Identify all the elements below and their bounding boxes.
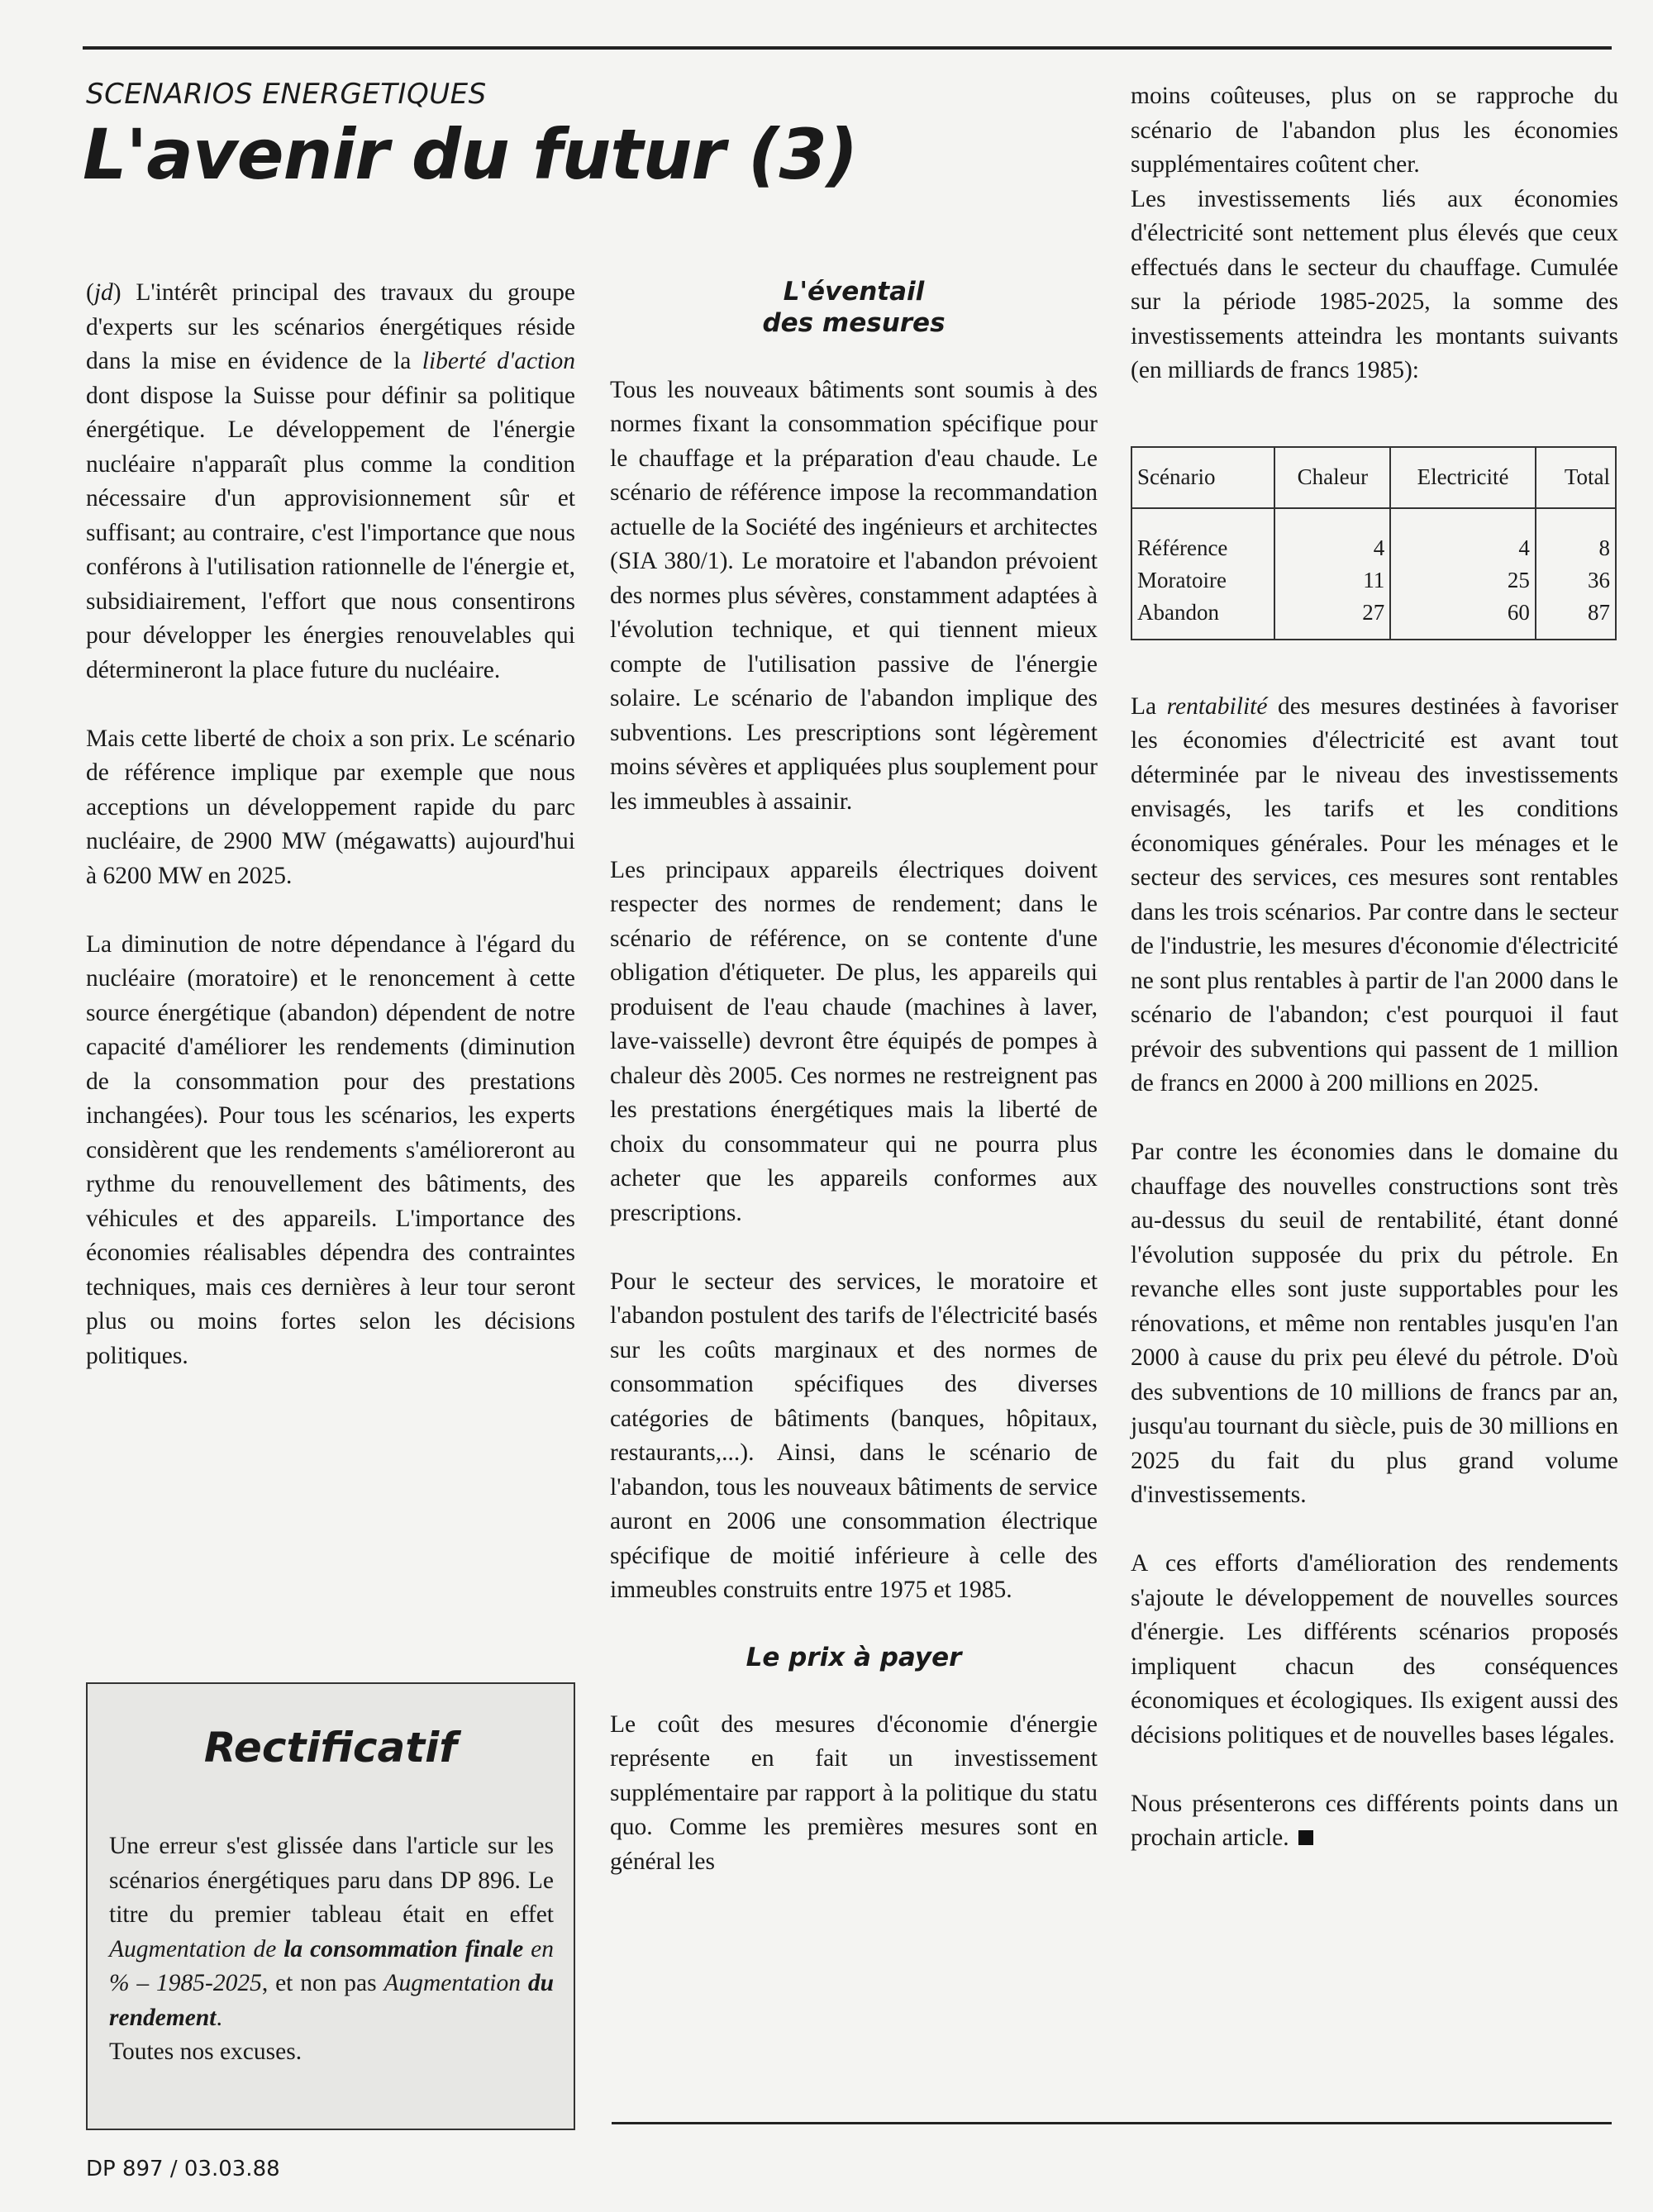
- rectificatif-title: Rectificatif: [203, 1724, 458, 1772]
- table-cell: 27: [1274, 597, 1390, 640]
- paragraph: Le coût des mesures d'économie d'énergie représente en fait un investissement supplémentaire par rapport à la politique du statu quo. Comme les premières mesures sont en général les: [610, 1710, 1098, 1875]
- table-header: Electricité: [1390, 447, 1536, 508]
- paragraph: La diminution de notre dépendance à l'égard du nucléaire (moratoire) et le renoncement à cette source énergétique (abandon) dépendent de notre capacité d'améliorer les rendements (diminution de la consommation pour des prestations inchangées). Pour tous les scénarios, les experts considèrent que les rendements s'amélioreront au rythme du renouvellement des bâtiments, des véhicules et des appareils. L'importance des économies réalisables dépendra des contraintes techniques, mais ces dernières à leur tour seront plus ou moins fortes selon les décisions politiques.: [86, 930, 575, 1369]
- issue-footer: DP 897 / 03.03.88: [86, 2157, 280, 2181]
- table-cell: Abandon: [1131, 597, 1274, 640]
- rectificatif-closing: Toutes nos excuses.: [109, 2038, 302, 2065]
- bottom-rule: [612, 2122, 1612, 2124]
- subheading-price: Le prix à payer: [746, 1643, 962, 1672]
- paragraph: Tous les nouveaux bâtiments sont soumis à des normes fixant la consommation spécifique pour le chauffage et la préparation d'eau chaude. Le scénario de référence impose la recommandation actuelle de la Société des ingénieurs et architectes (SIA 380/1). Le moratoire et l'abandon prévoient des normes plus sévères, constamment adaptées à l'évolution technique, et qui tiennent mieux compte de l'utilisation passive de l'énergie solaire. Le scénario de l'abandon implique des subventions. Les prescriptions sont légèrement moins sévères et appliquées plus souplement pour les immeubles à assainir.: [610, 376, 1098, 815]
- top-rule: [83, 46, 1612, 50]
- table-cell: 8: [1536, 508, 1616, 564]
- investment-table: [1131, 446, 1617, 640]
- column-2: [610, 276, 1098, 1879]
- article-title: L'avenir du futur (3): [83, 114, 858, 195]
- paragraph: Les principaux appareils électriques doivent respecter des normes de rendement; dans le scénario de référence, on se contente d'une obligation d'étiqueter. De plus, les appareils qui produisent de l'eau chaude (machines à laver, lave-vaisselle) devront être équipés de pompes à chaleur dès 2005. Ces normes ne restreignent pas les prestations énergétiques mais la liberté de choix du consommateur qui ne pourra plus acheter que les appareils conformes aux prescriptions.: [610, 856, 1098, 1226]
- table-row: [1131, 508, 1616, 564]
- rectificatif-text: Une erreur s'est glissée dans l'article sur les scénarios énergétiques paru dans DP 896. Le titre du premier tableau était en effet Augmentation de la consommation finale en % – 1985-2025, et non pas Augmentation du rendement. Toutes nos excuses.: [109, 1833, 554, 2065]
- table-header-row: [1131, 447, 1616, 508]
- table-cell: 87: [1536, 597, 1616, 640]
- paragraph-closing: Nous présenterons ces différents points dans un prochain article.: [1131, 1790, 1618, 1851]
- column-3: [1131, 79, 1618, 1856]
- table-row: [1131, 597, 1616, 640]
- paragraph: Par contre les économies dans le domaine du chauffage des nouvelles constructions sont très au-dessus du seuil de rentabilité, étant donné l'évolution supposée du prix du pétrole. En revanche elles sont juste supportables pour les rénovations, et même non rentables jusqu'en l'an 2000 à cause du prix peu élevé du pétrole. D'où des subventions de 10 millions de francs par an, jusqu'au tournant du siècle, puis de 30 millions en 2025 du fait du plus grand volume d'investissements.: [1131, 1139, 1618, 1508]
- subheading-measures: L'éventail des mesures: [762, 277, 946, 338]
- paragraph: Pour le secteur des services, le moratoire et l'abandon postulent des tarifs de l'électricité basés sur les coûts marginaux et des normes de consommation spécifiques des diverses catégories de bâtiments (banques, hôpitaux, restaurants,...). Ainsi, dans le scénario de l'abandon, tous les nouveaux bâtiments de service auront en 2006 une consommation électrique spécifique de moitié inférieure à celle des immeubles construits entre 1975 et 1985.: [610, 1268, 1098, 1603]
- paragraph-intro: (jd) L'intérêt principal des travaux du groupe d'experts sur les scénarios énergétiques réside dans la mise en évidence de la liberté d'action dont dispose la Suisse pour définir sa politique énergétique. Le développement de l'énergie nucléaire n'apparaît plus comme la condition nécessaire d'un approvisionnement sûr et suffisant; au contraire, c'est l'importance que nous conférons à l'utilisation rationnelle de l'énergie et, subsidiairement, l'effort que nous consentirons pour développer les énergies renouvelables qui détermineront la place future du nucléaire.: [86, 279, 575, 683]
- table-cell: 36: [1536, 564, 1616, 597]
- paragraph: La rentabilité des mesures destinées à favoriser les économies d'électricité est avant tout déterminée par le niveau des investissements envisagés, les tarifs et les conditions économiques générales. Pour les ménages et le secteur des services, ces mesures sont rentables dans les trois scénarios. Par contre dans le secteur de l'industrie, les mesures d'économie d'électricité ne sont plus rentables à partir de l'an 2000 dans le scénario de l'abandon; c'est pourquoi il faut prévoir des subventions qui passent de 1 million de francs en 2000 à 200 millions en 2025.: [1131, 692, 1618, 1096]
- table-cell: 4: [1274, 508, 1390, 564]
- table-cell: 11: [1274, 564, 1390, 597]
- table-cell: 25: [1390, 564, 1536, 597]
- table-header: Total: [1536, 447, 1616, 508]
- paragraph: A ces efforts d'amélioration des rendements s'ajoute le développement de nouvelles sources d'énergie. Les différents scénarios proposés impliquent chacun des conséquences économiques et écologiques. Ils exigent aussi des décisions politiques et de nouvelles bases légales.: [1131, 1550, 1618, 1748]
- table-row: [1131, 564, 1616, 597]
- table-cell: Référence: [1131, 508, 1274, 564]
- table-cell: Moratoire: [1131, 564, 1274, 597]
- section-kicker: SCENARIOS ENERGETIQUES: [86, 78, 487, 111]
- paragraph: Mais cette liberté de choix a son prix. Le scénario de référence implique par exemple que nous acceptions un développement rapide du parc nucléaire, de 2900 MW (mégawatts) aujourd'hui à 6200 MW en 2025.: [86, 725, 575, 889]
- paragraph: moins coûteuses, plus on se rapproche du scénario de l'abandon plus les économies supplémentaires coûtent cher.: [1131, 83, 1618, 178]
- table-header: Scénario: [1131, 447, 1274, 508]
- paragraph: Les investissements liés aux économies d'électricité sont nettement plus élevés que ceux effectués dans le secteur du chauffage. Cumulée sur la période 1985-2025, la somme des investissements atteindra les montants suivants (en milliards de francs 1985):: [1131, 185, 1618, 383]
- table-header: Chaleur: [1274, 447, 1390, 508]
- end-of-article-square-icon: [1298, 1830, 1313, 1845]
- rectificatif-box: [86, 1682, 575, 2130]
- table-cell: 60: [1390, 597, 1536, 640]
- column-1: [86, 276, 575, 1408]
- table-cell: 4: [1390, 508, 1536, 564]
